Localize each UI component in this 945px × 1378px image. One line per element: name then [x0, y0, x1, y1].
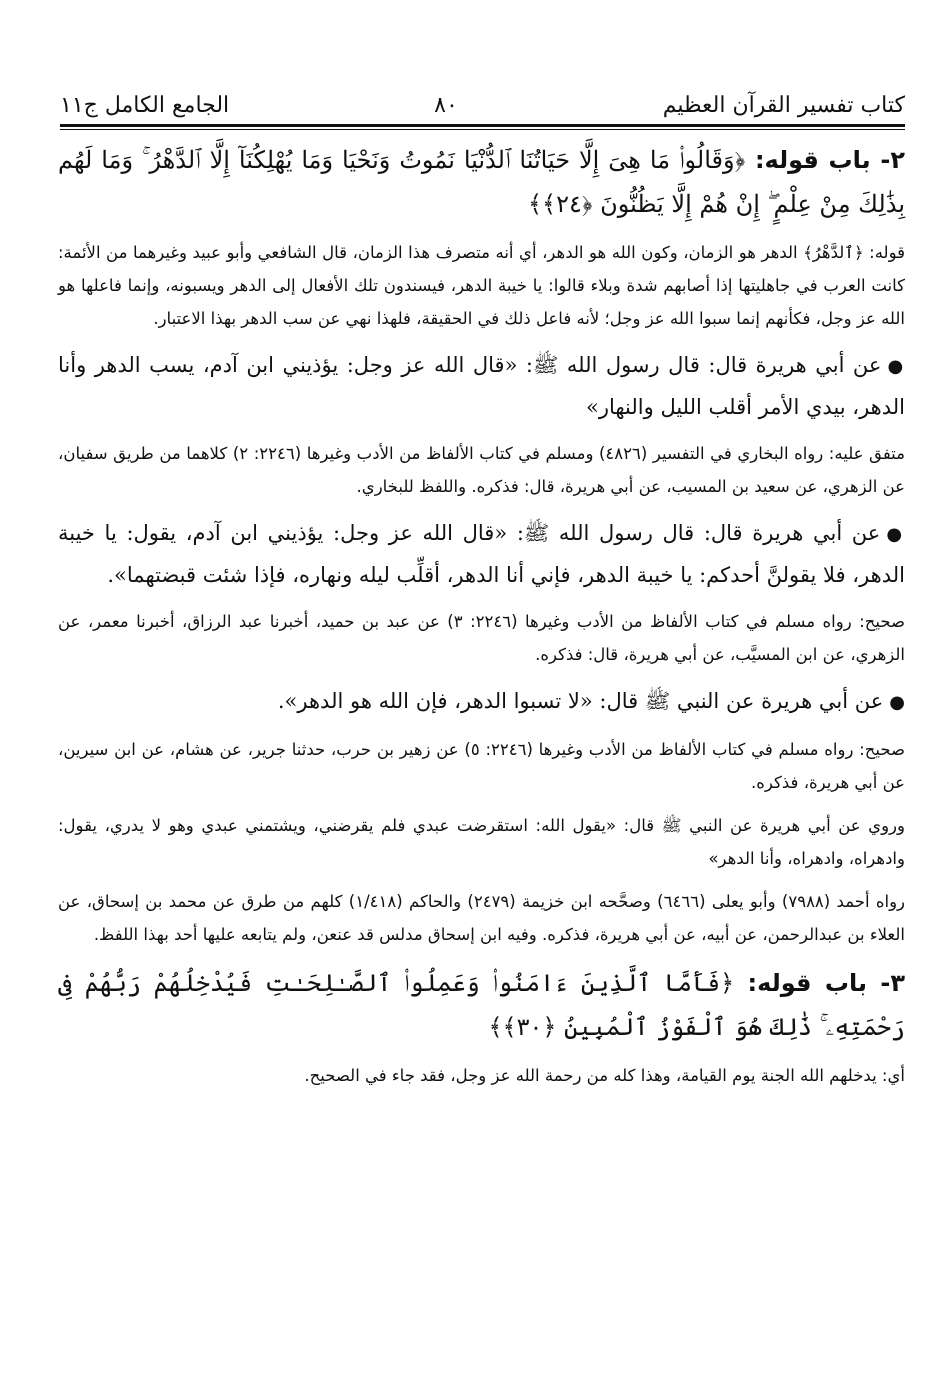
volume-title: الجامع الكامل ج١١ [60, 93, 230, 118]
weak-narration: وروي عن أبي هريرة عن النبي ﷺ قال: «يقول الله: استقرضت عبدي فلم يقرضني، ويشتمني عبدي وهو لا يدري، يقول: وادهراه، وادهراه، وأنا الدهر» [58, 816, 905, 868]
chapter-heading [58, 961, 905, 1049]
header-rule [60, 124, 905, 127]
commentary: أي: يدخلهم الله الجنة يوم القيامة، وهذا كله من رحمة الله عز وجل، فقد جاء في الصحيح. [304, 1066, 905, 1085]
chapter-label: ٢- باب قوله: [754, 146, 905, 174]
quran-verse: ﴿فَأَمَّا ٱلَّذِينَ ءَامَنُوا۟ وَعَمِلُوا۟ ٱلصَّـٰلِحَـٰتِ فَيُدْخِلُهُمْ رَبُّهُمْ فِى رَحْمَتِهِۦ ۚ ذَٰلِكَ هُوَ ٱلْفَوْزُ ٱلْمُبِينُ ﴿٣٠﴾﴾ [58, 969, 905, 1041]
takhrij-note: رواه أحمد (٧٩٨٨) وأبو يعلى (٦٤٦٦) وصحَّحه ابن خزيمة (٢٤٧٩) والحاكم (١/٤١٨) كلهم من طرق عن محمد بن إسحاق، عن العلاء بن عبدالرحمن، عن أبيه، عن أبي هريرة، فذكره. وفيه ابن إسحاق مدلس قد عنعن، ولم يتابعه عليها أحد بهذا اللفظ. [58, 892, 906, 944]
hadith-body: عن أبي هريرة قال: قال رسول الله ﷺ: «قال الله عز وجل: يؤذيني ابن آدم، يسب الدهر وأنا الدهر، بيدي الأمر أقلب الليل والنهار» [58, 353, 905, 419]
header-rule-thin [60, 129, 905, 130]
hadith-body: عن أبي هريرة قال: قال رسول الله ﷺ: «قال الله عز وجل: يؤذيني ابن آدم، يقول: يا خيبة الدهر، فلا يقولنَّ أحدكم: يا خيبة الدهر، فإني أنا الدهر، أقلِّب ليله ونهاره، فإذا شئت قبضتهما». [58, 521, 905, 587]
quran-verse: ﴿وَقَالُوا۟ مَا هِىَ إِلَّا حَيَاتُنَا ٱلدُّنْيَا نَمُوتُ وَنَحْيَا وَمَا يُهْلِكُنَآ إِلَّا ٱلدَّهْرُ ۚ وَمَا لَهُم بِذَٰلِكَ مِنْ عِلْمٍ ۖ إِنْ هُمْ إِلَّا يَظُنُّونَ ﴿٢٤﴾﴾ [58, 146, 905, 218]
chapter-label: ٣- باب قوله: [747, 969, 905, 997]
page-number: ٨٠ [434, 93, 458, 118]
takhrij-note: صحيح: رواه مسلم في كتاب الألفاظ من الأدب وغيرها (٢٢٤٦: ٥) عن زهير بن حرب، حدثنا جرير، عن هشام، عن ابن سيرين، عن أبي هريرة، فذكره. [58, 740, 906, 792]
bullet-icon: ● [886, 524, 905, 545]
takhrij-note: متفق عليه: رواه البخاري في التفسير (٤٨٢٦) ومسلم في كتاب الألفاظ من الأدب وغيرها (٢٢٤٦: ٢) كلاهما من طريق سفيان، عن الزهري، عن سعيد بن المسيب، عن أبي هريرة، قال: فذكره. واللفظ للبخاري. [58, 444, 905, 496]
page-body [58, 138, 905, 1102]
takhrij-note: صحيح: رواه مسلم في كتاب الألفاظ من الأدب وغيرها (٢٢٤٦: ٣) عن عبد بن حميد، أخبرنا عبد الرزاق، أخبرنا معمر، عن الزهري، عن ابن المسيَّب، عن أبي هريرة، قال: فذكره. [58, 612, 905, 664]
commentary: قوله: ﴿ٱلدَّهْرُ﴾ الدهر هو الزمان، وكون الله هو الدهر، أي أنه متصرف هذا الزمان، قال الشافعي وأبو عبيد وغيرهما من الأئمة: كانت العرب في جاهليتها إذا أصابهم شدة وبلاء قالوا: يا خيبة الدهر، فيسندون تلك الأفعال إلى الدهر ويسبونه، وإنما فاعلها هو الله عز وجل، فكأنهم إنما سبوا الله عز وجل؛ لأنه فاعل ذلك في الحقيقة، فلهذا نهي عن سب الدهر بهذا الاعتبار. [58, 243, 905, 328]
hadith-text [58, 345, 905, 427]
bullet-icon: ● [889, 692, 905, 713]
chapter-heading [58, 138, 905, 226]
hadith-text [58, 513, 905, 595]
book-title: كتاب تفسير القرآن العظيم [662, 93, 905, 118]
running-header [60, 78, 905, 118]
bullet-icon: ● [887, 356, 905, 377]
hadith-body: عن أبي هريرة عن النبي ﷺ قال: «لا تسبوا الدهر، فإن الله هو الدهر». [277, 689, 884, 713]
hadith-text [58, 681, 905, 723]
